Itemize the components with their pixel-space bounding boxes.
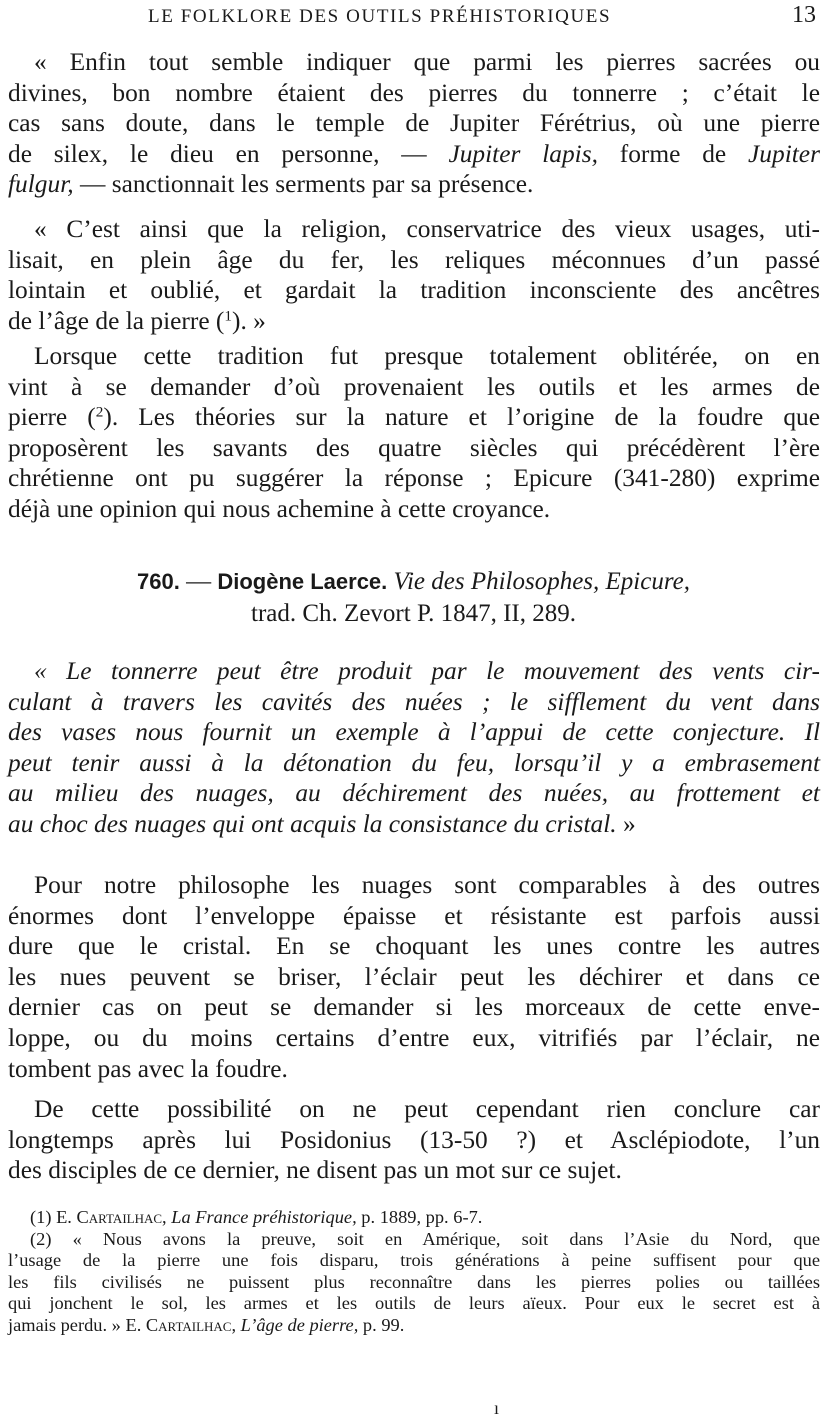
page-header: [0, 0, 827, 36]
entry-citation: [0, 599, 827, 628]
latin-term: Jupiter: [748, 139, 820, 168]
entry-number: 760.: [137, 569, 180, 594]
text-run: au choc des nuages qui ont acquis la consistance du cristal.: [8, 809, 617, 838]
text-line: « Enfin tout semble indiquer que parmi les pierres sacrées ou: [34, 48, 820, 76]
text-line: les nues peuvent se briser, l’éclair peut les déchirer et dans ce: [8, 962, 820, 991]
entry-citation-text: trad. Ch. Zevort P. 1847, II, 289.: [251, 600, 576, 627]
page-number: 13: [792, 2, 816, 28]
text-run: de silex, le dieu en personne, —: [8, 139, 427, 168]
text-line: divines, bon nombre étaient des pierres du tonnerre ; c’était le: [8, 78, 820, 107]
text-line: déjà une opinion qui nous achemine à cette croyance.: [8, 494, 551, 523]
footnote-ref: 2: [95, 403, 104, 421]
text-line: [8, 402, 820, 433]
text-line: culant à travers les cavités des nuées ; le sifflement du vent dans: [8, 687, 820, 716]
text-run: pierre (: [8, 403, 96, 432]
text-run: p. 99.: [362, 1314, 405, 1335]
text-line: lointain et oublié, et gardait la tradition inconsciente des ancêtres: [8, 276, 820, 305]
entry-title: Vie des Philosophes, Epicure,: [393, 568, 690, 595]
text-line: les fils civilisés ne puissent plus reconnaître dans les pierres polies ou taillées: [8, 1271, 820, 1292]
footnote-rest: p. 1889, pp. 6-7.: [361, 1207, 483, 1227]
text-line: [8, 306, 820, 337]
text-line: l’usage de la pierre une fois disparu, trois générations à peine suffisent pour que: [8, 1250, 820, 1271]
text-line: des vases nous fournit un exemple à l’appui de cette conjecture. Il: [8, 718, 820, 747]
text-run: ). Les théories sur la nature et l’origine de la foudre que: [103, 403, 820, 432]
paragraph-posidonius: [8, 1094, 820, 1186]
footnotes: [8, 1207, 820, 1337]
footnote-title: La France préhistorique,: [171, 1207, 357, 1227]
text-line: vint à se demander d’où provenaient les outils et les armes de: [8, 372, 820, 401]
text-run: — sanctionnait les serments par sa présence.: [79, 170, 534, 199]
text-run: ). »: [232, 306, 266, 335]
text-line: proposèrent les savants des quatre siècles qui précédèrent l’ère: [8, 433, 820, 462]
text-line: De cette possibilité on ne peut cependant rien conclure car: [34, 1095, 820, 1123]
running-title: LE FOLKLORE DES OUTILS PRÉHISTORIQUES: [148, 6, 612, 27]
footnote-ref: 1: [224, 307, 233, 325]
text-run: jamais perdu. » E.: [8, 1314, 142, 1335]
text-line: [8, 139, 820, 170]
text-line: des disciples de ce dernier, ne disent pas un mot sur ce sujet.: [8, 1156, 622, 1185]
text-line: qui jonchent le sol, les armes et les outils de leurs aïeux. Pour eux le secret est à: [8, 1293, 820, 1314]
stray-print-mark: ı: [494, 1398, 500, 1418]
footnote-author: Cartailhac,: [145, 1314, 237, 1335]
text-line: [8, 169, 820, 200]
paragraph-tradition: [8, 341, 820, 525]
entry-heading: [0, 567, 827, 596]
text-line: dure que le cristal. En se choquant les unes contre les autres: [8, 932, 820, 961]
footnote-title: L’âge de pierre,: [240, 1314, 359, 1335]
entry-author: Diogène Laerce.: [217, 569, 388, 594]
footnote-mark: (1): [30, 1207, 52, 1227]
text-run: de l’âge de la pierre (: [8, 306, 225, 335]
text-line: Lorsque cette tradition fut presque totalement oblitérée, on en: [34, 342, 820, 370]
text-line: lisait, en plein âge du fer, les reliques méconnues d’un passé: [8, 245, 820, 274]
footnote-author: E. Cartailhac,: [56, 1207, 167, 1227]
paragraph-religion-quote: [8, 214, 820, 336]
latin-term: fulgur,: [8, 170, 74, 199]
entry-dash: —: [186, 568, 212, 595]
text-line: chrétienne ont pu suggérer la réponse ; Epicure (341-280) exprime: [8, 464, 820, 493]
footnote-1: [8, 1207, 820, 1229]
text-line: cas sans doute, dans le temple de Jupiter Férétrius, où une pierre: [8, 109, 820, 138]
text-line: au milieu des nuages, au déchirement des nuées, au frottement et: [8, 779, 820, 808]
text-line: énormes dont l’enveloppe épaisse et résistante est parfois aussi: [8, 901, 820, 930]
text-line: Pour notre philosophe les nuages sont comparables à des outres: [34, 871, 820, 899]
text-line: [8, 1315, 820, 1337]
epicure-quotation: [8, 656, 820, 840]
text-line: loppe, ou du moins certains d’entre eux, vitrifiés par l’éclair, ne: [8, 1023, 820, 1052]
text-line: [8, 809, 820, 840]
paragraph-clouds: [8, 870, 820, 1084]
text-run: forme de: [619, 139, 727, 168]
text-line: « Le tonnerre peut être produit par le mouvement des vents cir-: [34, 657, 820, 685]
text-line: peut tenir aussi à la détonation du feu, lorsqu’il y a embrasement: [8, 748, 820, 777]
text-line: dernier cas on peut se demander si les morceaux de cette enve-: [8, 993, 820, 1022]
footnote-2: [8, 1229, 820, 1337]
text-line: longtemps après lui Posidonius (13-50 ?) et Asclépiodote, l’un: [8, 1125, 820, 1154]
latin-term: Jupiter lapis,: [448, 139, 598, 168]
closing-quote: »: [622, 809, 636, 838]
paragraph-thunderstones-quote: [8, 47, 820, 200]
text-line: tombent pas avec la foudre.: [8, 1054, 288, 1083]
text-line: (2) « Nous avons la preuve, soit en Amérique, soit dans l’Asie du Nord, que: [30, 1228, 820, 1249]
text-line: « C’est ainsi que la religion, conservatrice des vieux usages, uti-: [34, 215, 820, 243]
